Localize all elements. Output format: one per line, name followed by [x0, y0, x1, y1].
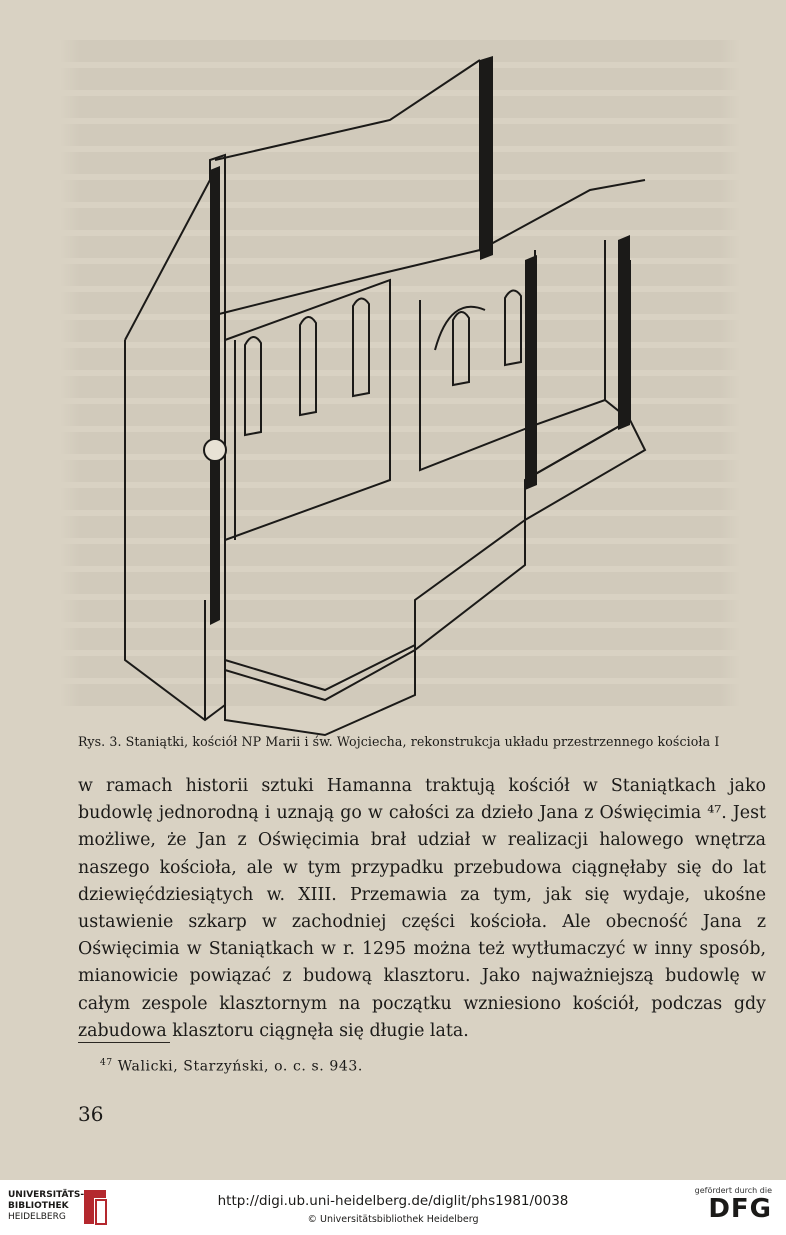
east-wall [420, 250, 535, 470]
library-line-1: UNIVERSITÄTS- [8, 1190, 85, 1200]
ridge-section [480, 56, 493, 260]
roof-left [215, 60, 480, 160]
footnote-divider [78, 1042, 170, 1043]
funding-label: gefördert durch die [694, 1186, 772, 1195]
figure-caption: Rys. 3. Staniątki, kościół NP Marii i św. Wojciecha, rekonstrukcja układu przestrzennego kościoła I [78, 734, 720, 749]
library-line-2: BIBLIOTHEK [8, 1201, 69, 1211]
copyright-notice: © Universitätsbibliothek Heidelberg [307, 1214, 479, 1225]
funding-block [695, 1186, 772, 1223]
roof-right [480, 60, 645, 250]
window-2 [300, 317, 316, 415]
body-paragraph: w ramach historii sztuki Hamanna traktują kościół w Staniątkach jako budowlę jednorodną i uznają go w całości za dzieło Jana z Oświęcimia ⁴⁷. Jest możliwe, że Jan z Oświęcimia brał udział w realizacji halowego wnętrza naszego kościoła, ale w tym przypadku przebudowa ciągnęłaby się do lat dziewięćdziesiątych w. XIII. Przemawia za tym, jak się wydaje, ukośne ustawienie szkarp w zachodniej części kościoła. Ale obecność Jana z Oświęcimia w Staniątkach w r. 1295 można też wytłumaczyć w inny sposób, mianowicie powiązać z budową klasztoru. Jako najważniejszą budowlę w całym zespole klasztornym na początku wzniesiono kościół, podczas gdy zabudowa klasztoru ciągnęła się długie lata. [78, 776, 766, 1041]
column [204, 439, 226, 461]
footnote [100, 1058, 363, 1075]
window-east-1 [453, 312, 469, 385]
church-reconstruction-drawing [85, 40, 685, 740]
dfg-logo: DFG [708, 1194, 772, 1224]
chancel-wall [535, 250, 630, 425]
arcade-wall [225, 280, 390, 540]
page-number: 36 [78, 1102, 104, 1126]
window-3 [353, 298, 369, 396]
window-1 [245, 337, 261, 435]
footnote-number: 47 [100, 1058, 113, 1068]
window-east-2 [505, 290, 521, 365]
footer-bar [0, 1180, 786, 1235]
floor-plan [225, 420, 645, 735]
north-wall-section [210, 166, 220, 625]
footnote-text: Walicki, Starzyński, o. c. s. 943. [117, 1058, 363, 1075]
permalink-url[interactable]: http://digi.ub.uni-heidelberg.de/diglit/phs1981/0038 [217, 1193, 569, 1209]
body-text [78, 773, 766, 1045]
east-wall-section [525, 255, 537, 490]
chancel-section [618, 235, 630, 430]
library-line-3: HEIDELBERG [8, 1212, 66, 1222]
